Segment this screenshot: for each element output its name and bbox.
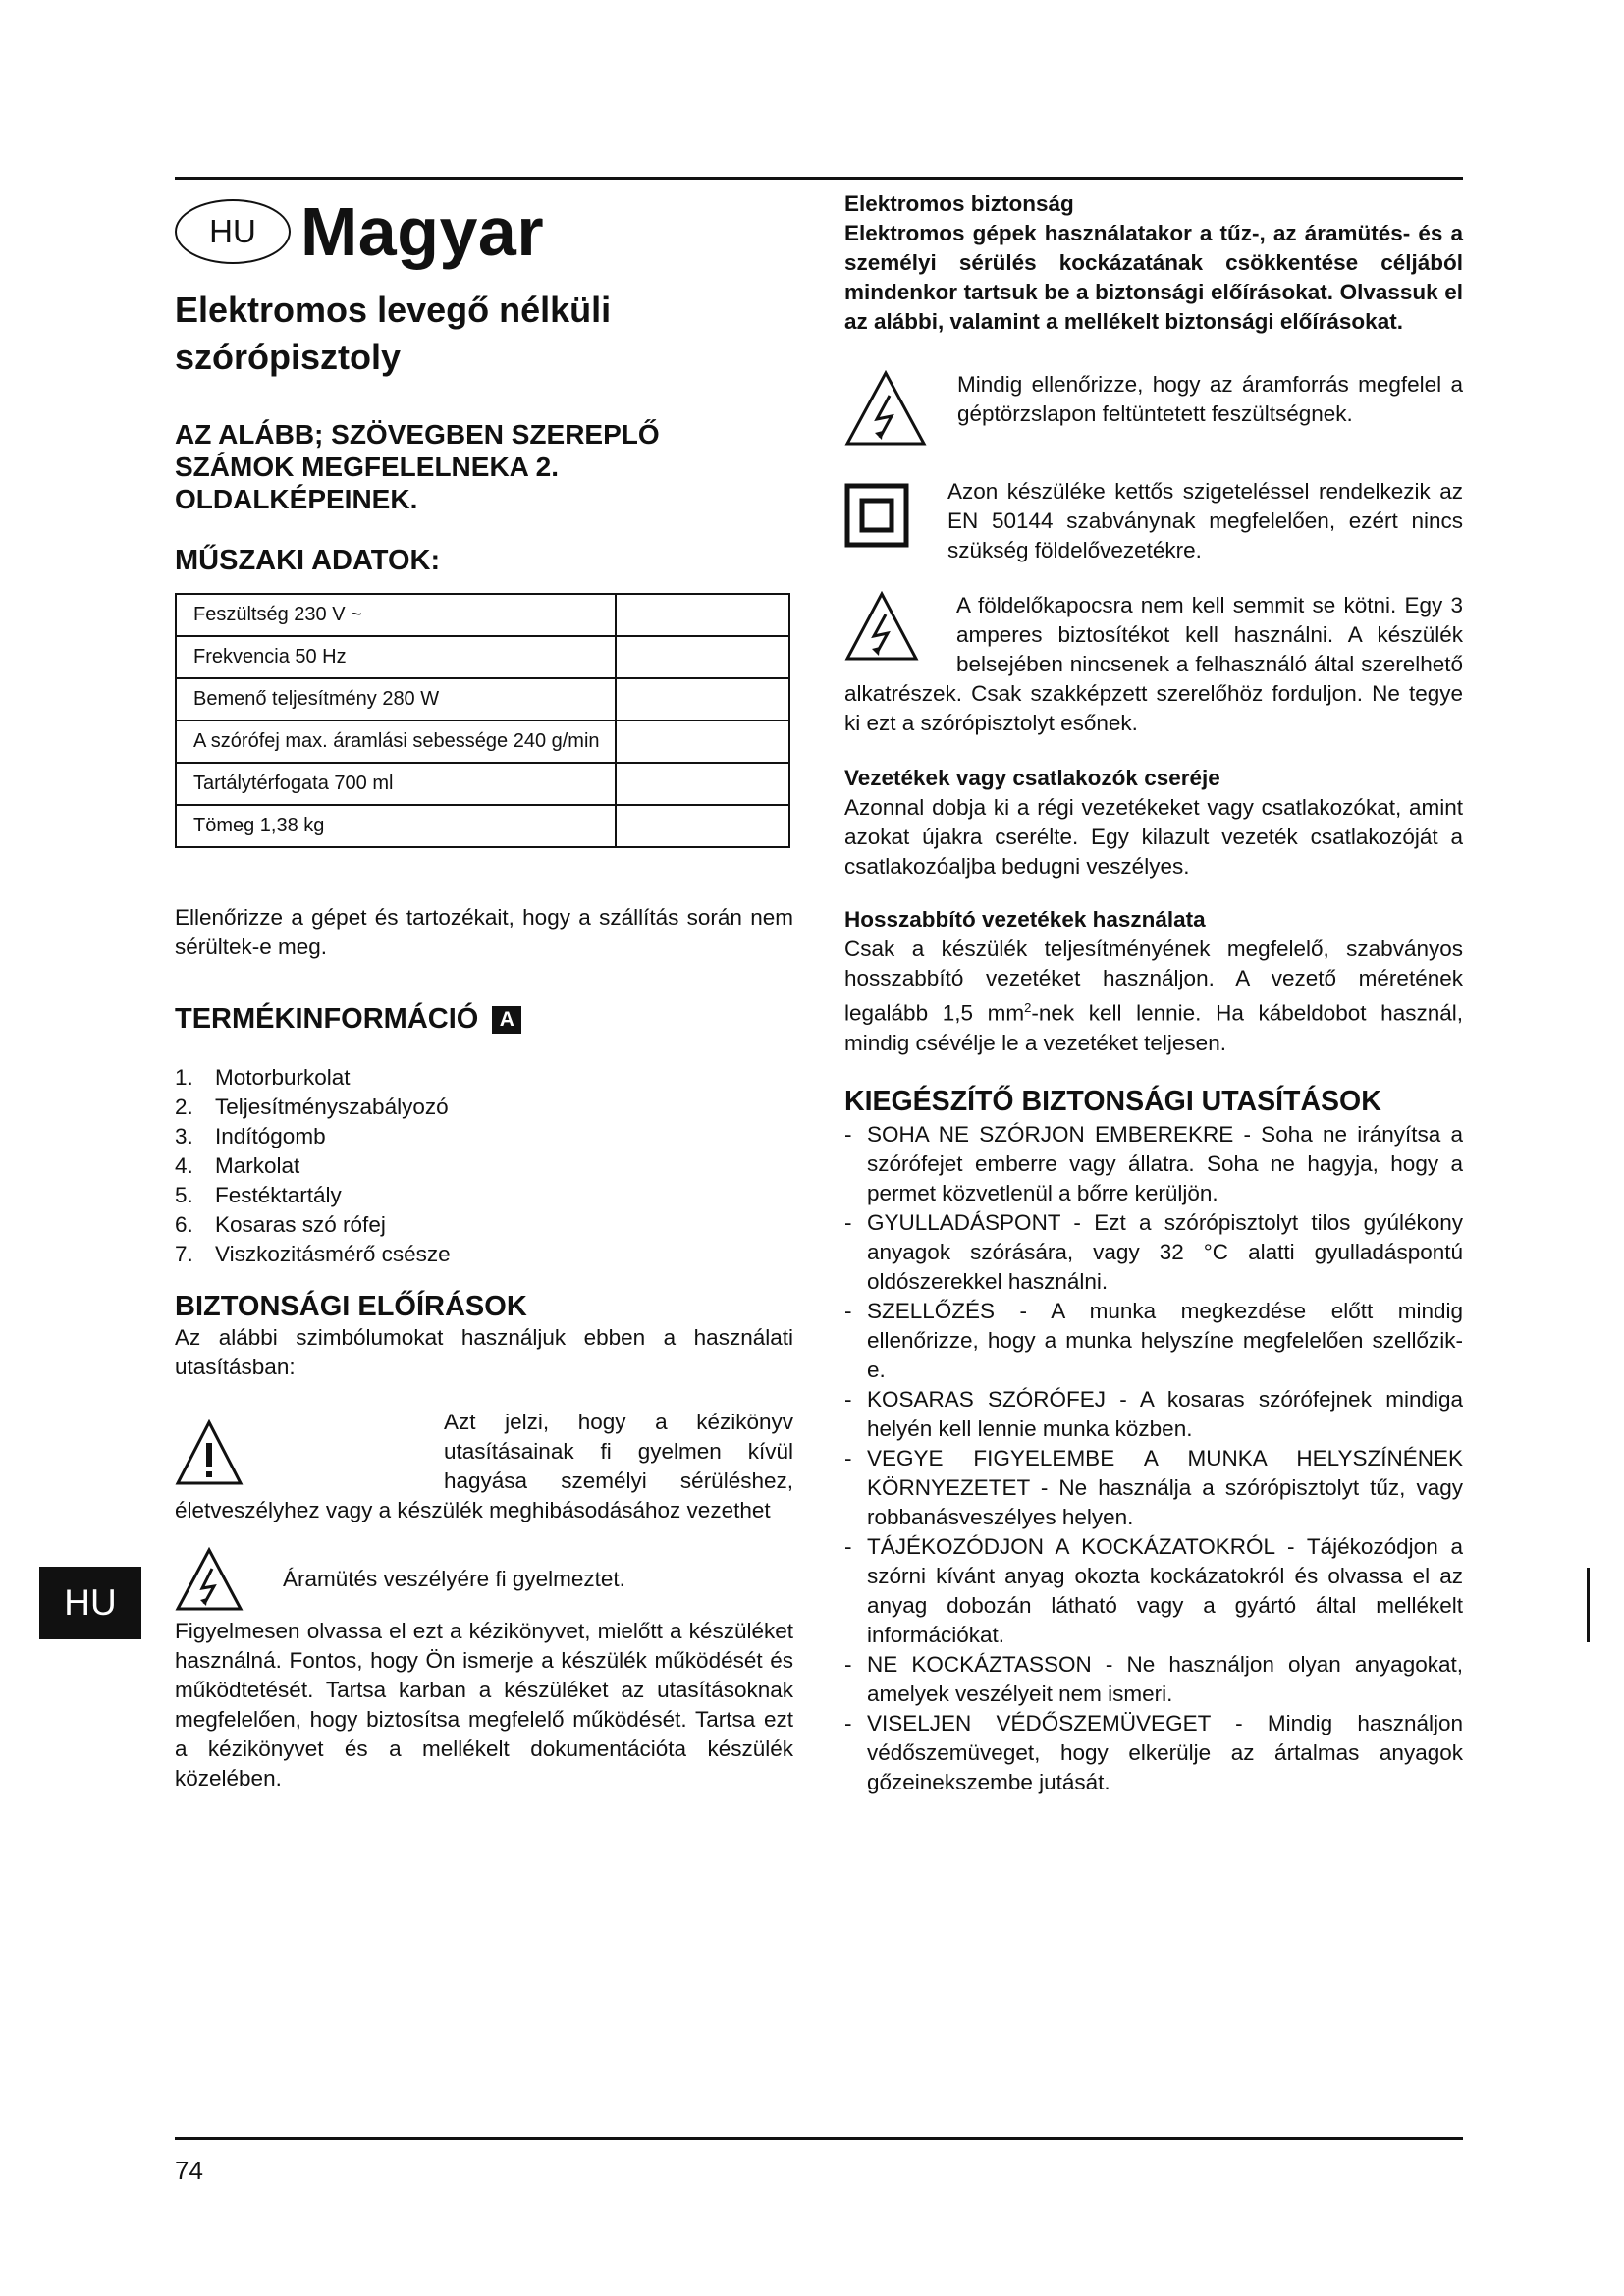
- spec-label: Tömeg 1,38 kg: [176, 805, 616, 847]
- list-dash: -: [844, 1651, 852, 1677]
- bottom-rule: [175, 2137, 1463, 2140]
- parts-item-label: Markolat: [215, 1153, 300, 1178]
- cable-replacement-heading: Vezetékek vagy csatlakozók cseréje: [844, 766, 1220, 790]
- additional-safety-item: [844, 1532, 1463, 1650]
- double-insulation-text: Azon készüléke kettős szigeteléssel rendelkezik az EN 50144 szabványnak megfelelően, ezért nincs szükség földelővezetékre.: [947, 479, 1463, 562]
- product-info-header: [175, 1003, 793, 1036]
- parts-list-item: [175, 1210, 793, 1240]
- spec-value-cell: [616, 678, 789, 721]
- spec-label: Tartálytérfogata 700 ml: [176, 763, 616, 805]
- double-insulation-icon: [844, 477, 947, 565]
- additional-safety-item: [844, 1297, 1463, 1385]
- language-title: Magyar: [300, 193, 545, 270]
- extension-cable-heading: Hosszabbító vezetékek használata: [844, 907, 1206, 932]
- additional-safety-item: [844, 1385, 1463, 1444]
- voltage-note-text: Mindig ellenőrizze, hogy az áramforrás megfelel a géptörzslapon feltüntetett feszültségnek.: [957, 372, 1463, 426]
- parts-item-number: 5.: [175, 1183, 193, 1207]
- additional-safety-text: SOHA NE SZÓRJON EMBEREKRE - Soha ne irányítsa a szórófejet emberre vagy állatra. Soha ne hagyja, hogy a permet közvetlenül a bőrre kerüljön.: [867, 1121, 1463, 1205]
- extension-text-part2: -nek kell lennie. Ha kábeldobot használ, mindig csévélje le a vezetéket teljesen.: [844, 1000, 1463, 1055]
- spec-value-cell: [616, 594, 789, 636]
- additional-safety-text: SZELLŐZÉS - A munka megkezdése előtt mindig ellenőrizze, hogy a munka helyszíne megfelelően szellőzik-e.: [867, 1298, 1463, 1382]
- figure-reference-note: AZ ALÁBB; SZÖVEGBEN SZEREPLŐ SZÁMOK MEGFELELNEKA 2. OLDALKÉPEINEK.: [175, 419, 660, 514]
- figure-tag: A: [492, 1006, 521, 1034]
- parts-list-item: [175, 1122, 793, 1151]
- parts-item-number: 6.: [175, 1212, 193, 1237]
- parts-item-label: Teljesítményszabályozó: [215, 1095, 449, 1119]
- list-dash: -: [844, 1298, 852, 1323]
- parts-list-item: [175, 1151, 793, 1181]
- document-title: Elektromos levegő nélküli szórópisztoly: [175, 290, 612, 377]
- parts-item-number: 2.: [175, 1095, 193, 1119]
- parts-list: [175, 1063, 793, 1269]
- top-rule: [175, 177, 1463, 180]
- list-dash: -: [844, 1533, 852, 1559]
- list-dash: -: [844, 1710, 852, 1735]
- product-info-heading: TERMÉKINFORMÁCIÓ: [175, 1003, 479, 1035]
- list-dash: -: [844, 1121, 852, 1147]
- list-dash: -: [844, 1445, 852, 1470]
- safety-intro: Az alábbi szimbólumokat használjuk ebben a használati utasításban:: [175, 1325, 793, 1379]
- spec-row: [176, 805, 789, 847]
- electric-shock-icon: [175, 1547, 283, 1617]
- warning-icon: [175, 1419, 430, 1488]
- spec-row: [176, 721, 789, 763]
- parts-item-number: 7.: [175, 1242, 193, 1266]
- extension-cable-text: [844, 934, 1463, 1058]
- read-manual-text: Figyelmesen olvassa el ezt a kézikönyvet, mielőtt a készüléket használná. Fontos, hogy Ön ismerje a készülék működését és működtetését. Tartsa karban a készüléket az utasításoknak megfelelően, hogy biztosítsa megfelelő működését. Tartsa ezt a kézikönyvet és a mellékelt dokumentációta készülék közelében.: [175, 1619, 793, 1790]
- spec-row: [176, 763, 789, 805]
- extension-text-part1: Csak a készülék teljesítményének megfelelő, szabványos hosszabbító vezetéket használjon. A vezető méretének legalább 1,5 mm: [844, 936, 1463, 1026]
- spec-row: [176, 594, 789, 636]
- electric-shock-icon: [844, 370, 957, 452]
- additional-safety-item: [844, 1709, 1463, 1797]
- parts-list-item: [175, 1063, 793, 1093]
- additional-safety-item: [844, 1444, 1463, 1532]
- language-header: [175, 191, 793, 272]
- spec-label: Feszültség 230 V ~: [176, 594, 616, 636]
- right-column: [844, 189, 1463, 1797]
- spec-value-cell: [616, 805, 789, 847]
- additional-safety-item: [844, 1650, 1463, 1709]
- spec-label: Bemenő teljesítmény 280 W: [176, 678, 616, 721]
- list-dash: -: [844, 1209, 852, 1235]
- delivery-check-text: Ellenőrizze a gépet és tartozékait, hogy a szállítás során nem sérültek-e meg.: [175, 905, 793, 959]
- additional-safety-item: [844, 1120, 1463, 1208]
- parts-list-item: [175, 1181, 793, 1210]
- earth-note-text: A földelőkapocsra nem kell semmit se kötni. Egy 3 amperes biztosítékot kell használni. A készülék belsejében nincsenek a felhasználó által szerelhető alkatrészek. Csak szakképzett szerelőhöz forduljon. Ne tegye ki ezt a szórópisztolyt esőnek.: [844, 593, 1463, 735]
- spec-row: [176, 636, 789, 678]
- language-side-tab: HU: [39, 1567, 141, 1639]
- parts-item-label: Kosaras szó rófej: [215, 1212, 386, 1237]
- parts-list-item: [175, 1240, 793, 1269]
- page-number: 74: [175, 2156, 203, 2185]
- parts-item-number: 1.: [175, 1065, 193, 1090]
- spec-label: Frekvencia 50 Hz: [176, 636, 616, 678]
- additional-safety-text: KOSARAS SZÓRÓFEJ - A kosaras szórófejnek mindiga helyén kell lennie munka közben.: [867, 1386, 1463, 1441]
- parts-item-label: Festéktartály: [215, 1183, 342, 1207]
- electrical-safety-heading: Elektromos biztonság: [844, 191, 1074, 216]
- margin-marker-bar: [1587, 1568, 1590, 1642]
- additional-safety-text: GYULLADÁSPONT - Ezt a szórópisztolyt tilos gyúlékony anyagok szórására, vagy 32 °C alatti gyulladáspontú oldószerekkel használni.: [867, 1209, 1463, 1294]
- shock-warning-text: Áramütés veszélyére fi gyelmeztet.: [283, 1567, 625, 1591]
- safety-heading: BIZTONSÁGI ELŐÍRÁSOK: [175, 1291, 527, 1322]
- electrical-safety-intro: Elektromos gépek használatakor a tűz-, az áramütés- és a személyi sérülés kockázatának csökkentése céljából mindenkor tartsuk be a biztonsági előírásokat. Olvassuk el az alábbi, valamint a mellékelt biztonsági előírásokat.: [844, 221, 1463, 334]
- specs-heading: MŰSZAKI ADATOK:: [175, 545, 441, 576]
- extension-text-sup: 2: [1024, 1000, 1032, 1015]
- parts-list-item: [175, 1093, 793, 1122]
- parts-item-label: Indítógomb: [215, 1124, 326, 1148]
- spec-label: A szórófej max. áramlási sebessége 240 g/min: [176, 721, 616, 763]
- parts-item-number: 4.: [175, 1153, 193, 1178]
- cable-replacement-text: Azonnal dobja ki a régi vezetékeket vagy csatlakozókat, amint azokat újakra cserélte. Egy kilazult vezeték csatlakozóját a csatlakozóaljba bedugni veszélyes.: [844, 795, 1463, 879]
- general-warning-block: [175, 1408, 793, 1525]
- parts-item-number: 3.: [175, 1124, 193, 1148]
- parts-item-label: Motorburkolat: [215, 1065, 351, 1090]
- list-dash: -: [844, 1386, 852, 1412]
- additional-safety-heading: KIEGÉSZÍTŐ BIZTONSÁGI UTASÍTÁSOK: [844, 1085, 1381, 1117]
- additional-safety-list: [844, 1120, 1463, 1797]
- additional-safety-text: VISELJEN VÉDŐSZEMÜVEGET - Mindig használjon védőszemüveget, hogy elkerülje az ártalmas anyagok gőzeinekszembe jutását.: [867, 1710, 1463, 1794]
- earth-note-block: [844, 591, 1463, 738]
- specs-table: [175, 593, 790, 848]
- language-code-badge: HU: [175, 199, 291, 264]
- spec-value-cell: [616, 721, 789, 763]
- additional-safety-text: VEGYE FIGYELEMBE A MUNKA HELYSZÍNÉNEK KÖRNYEZETET - Ne használja a szórópisztolyt tűz, vagy robbanásveszélyes helyen.: [867, 1445, 1463, 1529]
- spec-row: [176, 678, 789, 721]
- double-insulation-block: [844, 477, 1463, 565]
- additional-safety-text: NE KOCKÁZTASSON - Ne használjon olyan anyagokat, amelyek veszélyeit nem ismeri.: [867, 1651, 1463, 1706]
- parts-item-label: Viszkozitásmérő csésze: [215, 1242, 451, 1266]
- shock-warning-block: [175, 1547, 793, 1617]
- spec-value-cell: [616, 763, 789, 805]
- left-column: [175, 191, 793, 1793]
- spec-value-cell: [616, 636, 789, 678]
- additional-safety-item: [844, 1208, 1463, 1297]
- general-warning-text-content: Azt jelzi, hogy a kézikönyv utasításainak fi gyelmen kívül hagyása személyi sérüléshez, életveszélyhez vagy a készülék meghibásodásához vezethet: [175, 1410, 793, 1522]
- voltage-note-block: [844, 370, 1463, 452]
- electric-shock-icon: [844, 591, 943, 673]
- additional-safety-text: TÁJÉKOZÓDJON A KOCKÁZATOKRÓL - Tájékozódjon a szórni kívánt anyag okozta kockázatokról és olvassa el az anyag dobozán látható vagy a gyártó által mellékelt információkat.: [867, 1533, 1463, 1647]
